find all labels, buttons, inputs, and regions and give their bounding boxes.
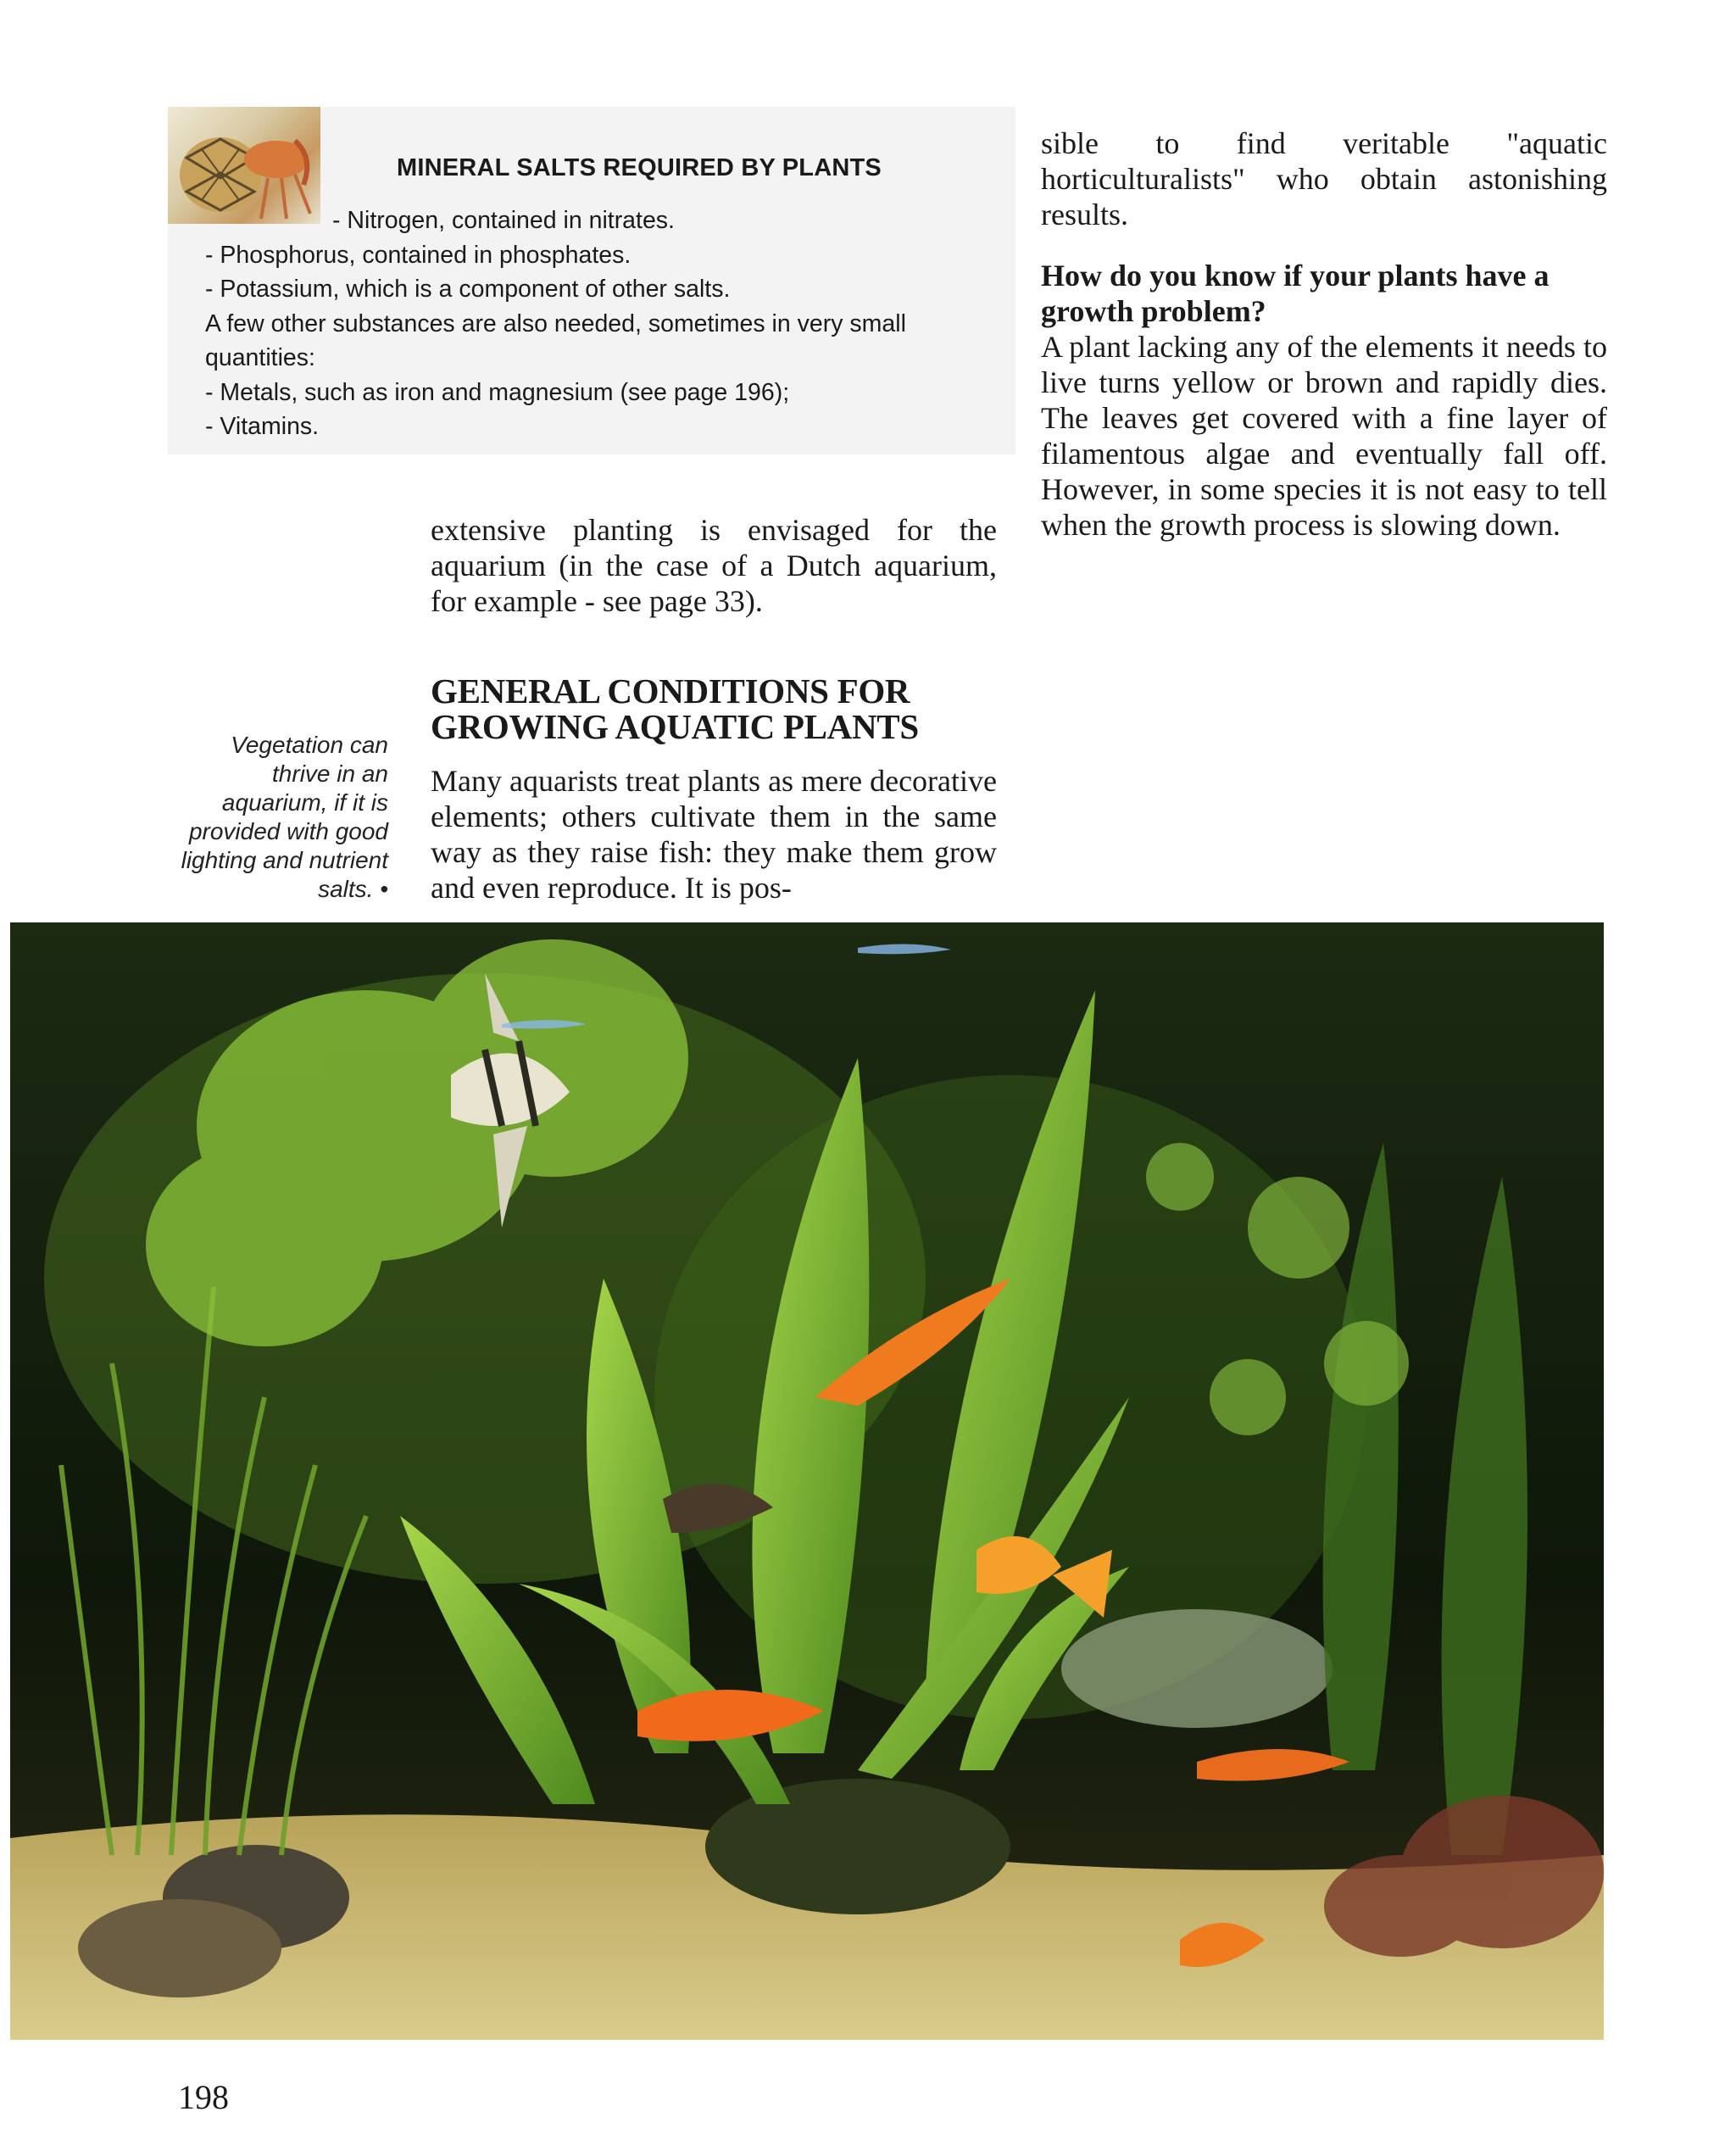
right-column <box>1041 125 1607 543</box>
paragraph: Many aquarists treat plants as mere decorative elements; others cultivate them in the same way as they raise fish: they make them grow and even reproduce. It is pos- <box>431 764 997 905</box>
list-item: - Nitrogen, contained in nitrates. <box>332 207 675 234</box>
section-heading <box>431 673 1007 744</box>
list-item: - Vitamins. <box>205 413 320 440</box>
paragraph: A plant lacking any of the elements it needs to live turns yellow or brown and rapidly dies. The leaves get covered with a fine layer of filamentous algae and eventually fall off. However, in some species it is not easy to tell when the growth process is slowing down. <box>1041 330 1607 542</box>
list-item: - Metals, such as iron and magnesium (see page 196); <box>205 378 790 406</box>
list-item: - Phosphorus, contained in phosphates. <box>205 241 632 269</box>
heading-line: GROWING AQUATIC PLANTS <box>431 707 919 746</box>
paragraph: extensive planting is envisaged for the aquarium (in the case of a Dutch aquarium, for example - see page 33). <box>431 513 997 618</box>
middle-column-top <box>431 512 997 619</box>
paragraph: sible to find veritable "aquatic horticulturalists" who obtain astonishing results. <box>1041 126 1607 231</box>
heading-line: GENERAL CONDITIONS FOR <box>431 671 910 710</box>
middle-column-bottom <box>431 763 997 905</box>
photo-caption: Vegetation can thrive in an aquarium, if it is provided with good lighting and nutrient salts. • <box>181 732 388 902</box>
list-item: quantities: <box>205 344 315 371</box>
aquarium-photo <box>10 922 1604 2040</box>
inset-title: MINERAL SALTS REQUIRED BY PLANTS <box>397 154 882 181</box>
mineral-salts-list <box>205 203 993 444</box>
question-heading: How do you know if your plants have a growth problem? <box>1041 259 1550 328</box>
list-item: A few other substances are also needed, sometimes in very small <box>205 309 906 337</box>
list-item: - Potassium, which is a component of other salts. <box>205 276 731 303</box>
page-number: 198 <box>178 2078 229 2116</box>
